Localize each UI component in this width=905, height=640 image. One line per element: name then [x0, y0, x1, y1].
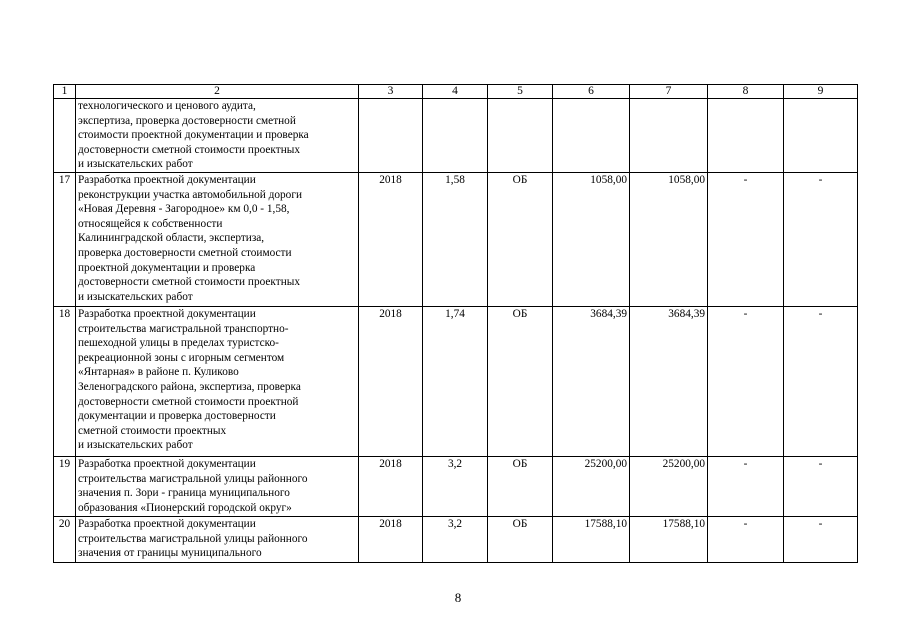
column-header: 5 [488, 85, 553, 99]
column-header: 4 [423, 85, 488, 99]
total-amount: 25200,00 [553, 456, 630, 516]
project-year: 2018 [359, 456, 423, 516]
project-length: 3,2 [423, 456, 488, 516]
project-year: 2018 [359, 516, 423, 562]
project-name: Разработка проектной документации реконструкции участка автомобильной дороги «Новая Деревня - Загородное» км 0,0 - 1,58, относящейся к собственности Калининградской области, экспертиза, проверка достоверности сметной стоимости проектной документации и проверка достоверности сметной стоимости проектных и изыскательских работ [76, 172, 359, 306]
funding-source: ОБ [488, 306, 553, 456]
column-header: 9 [784, 85, 858, 99]
continuation-text: технологического и ценового аудита, экспертиза, проверка достоверности сметной стоимости проектной документации и проверка достоверности сметной стоимости проектных и изыскательских работ [76, 99, 359, 173]
col8-value: - [708, 306, 784, 456]
project-name: Разработка проектной документации строительства магистральной улицы районного значения от границы муниципального [76, 516, 359, 562]
table-row-continuation [54, 99, 858, 173]
column-header: 1 [54, 85, 76, 99]
budget-amount: 17588,10 [630, 516, 708, 562]
table-row [54, 516, 858, 562]
funding-source: ОБ [488, 516, 553, 562]
page-number: 8 [454, 590, 462, 605]
column-header: 6 [553, 85, 630, 99]
col9-value: - [784, 516, 858, 562]
col9-value: - [784, 456, 858, 516]
column-header: 3 [359, 85, 423, 99]
total-amount: 17588,10 [553, 516, 630, 562]
total-amount: 1058,00 [553, 172, 630, 306]
header-row [54, 85, 858, 99]
row-number: 17 [54, 172, 76, 306]
row-number: 19 [54, 456, 76, 516]
column-header: 7 [630, 85, 708, 99]
budget-amount: 25200,00 [630, 456, 708, 516]
project-length: 1,58 [423, 172, 488, 306]
row-number: 20 [54, 516, 76, 562]
table-row [54, 456, 858, 516]
table-row [54, 172, 858, 306]
funding-source: ОБ [488, 456, 553, 516]
funding-source: ОБ [488, 172, 553, 306]
row-number: 18 [54, 306, 76, 456]
project-year: 2018 [359, 172, 423, 306]
project-year: 2018 [359, 306, 423, 456]
budget-amount: 1058,00 [630, 172, 708, 306]
table-row [54, 306, 858, 456]
project-name: Разработка проектной документации строительства магистральной улицы районного значения п. Зори - граница муниципального образования «Пионерский городской округ» [76, 456, 359, 516]
column-header: 8 [708, 85, 784, 99]
project-name: Разработка проектной документации строительства магистральной транспортно- пешеходной улицы в пределах туристско- рекреационной зоны с игорным сегментом «Янтарная» в районе п. Куликово Зеленоградского района, экспертиза, проверка достоверности сметной стоимости проектной документации и проверка достоверности сметной стоимости проектных и изыскательских работ [76, 306, 359, 456]
col9-value: - [784, 306, 858, 456]
project-length: 3,2 [423, 516, 488, 562]
project-table [53, 84, 858, 563]
column-header: 2 [76, 85, 359, 99]
col9-value: - [784, 172, 858, 306]
col8-value: - [708, 172, 784, 306]
budget-amount: 3684,39 [630, 306, 708, 456]
project-length: 1,74 [423, 306, 488, 456]
col8-value: - [708, 516, 784, 562]
total-amount: 3684,39 [553, 306, 630, 456]
col8-value: - [708, 456, 784, 516]
